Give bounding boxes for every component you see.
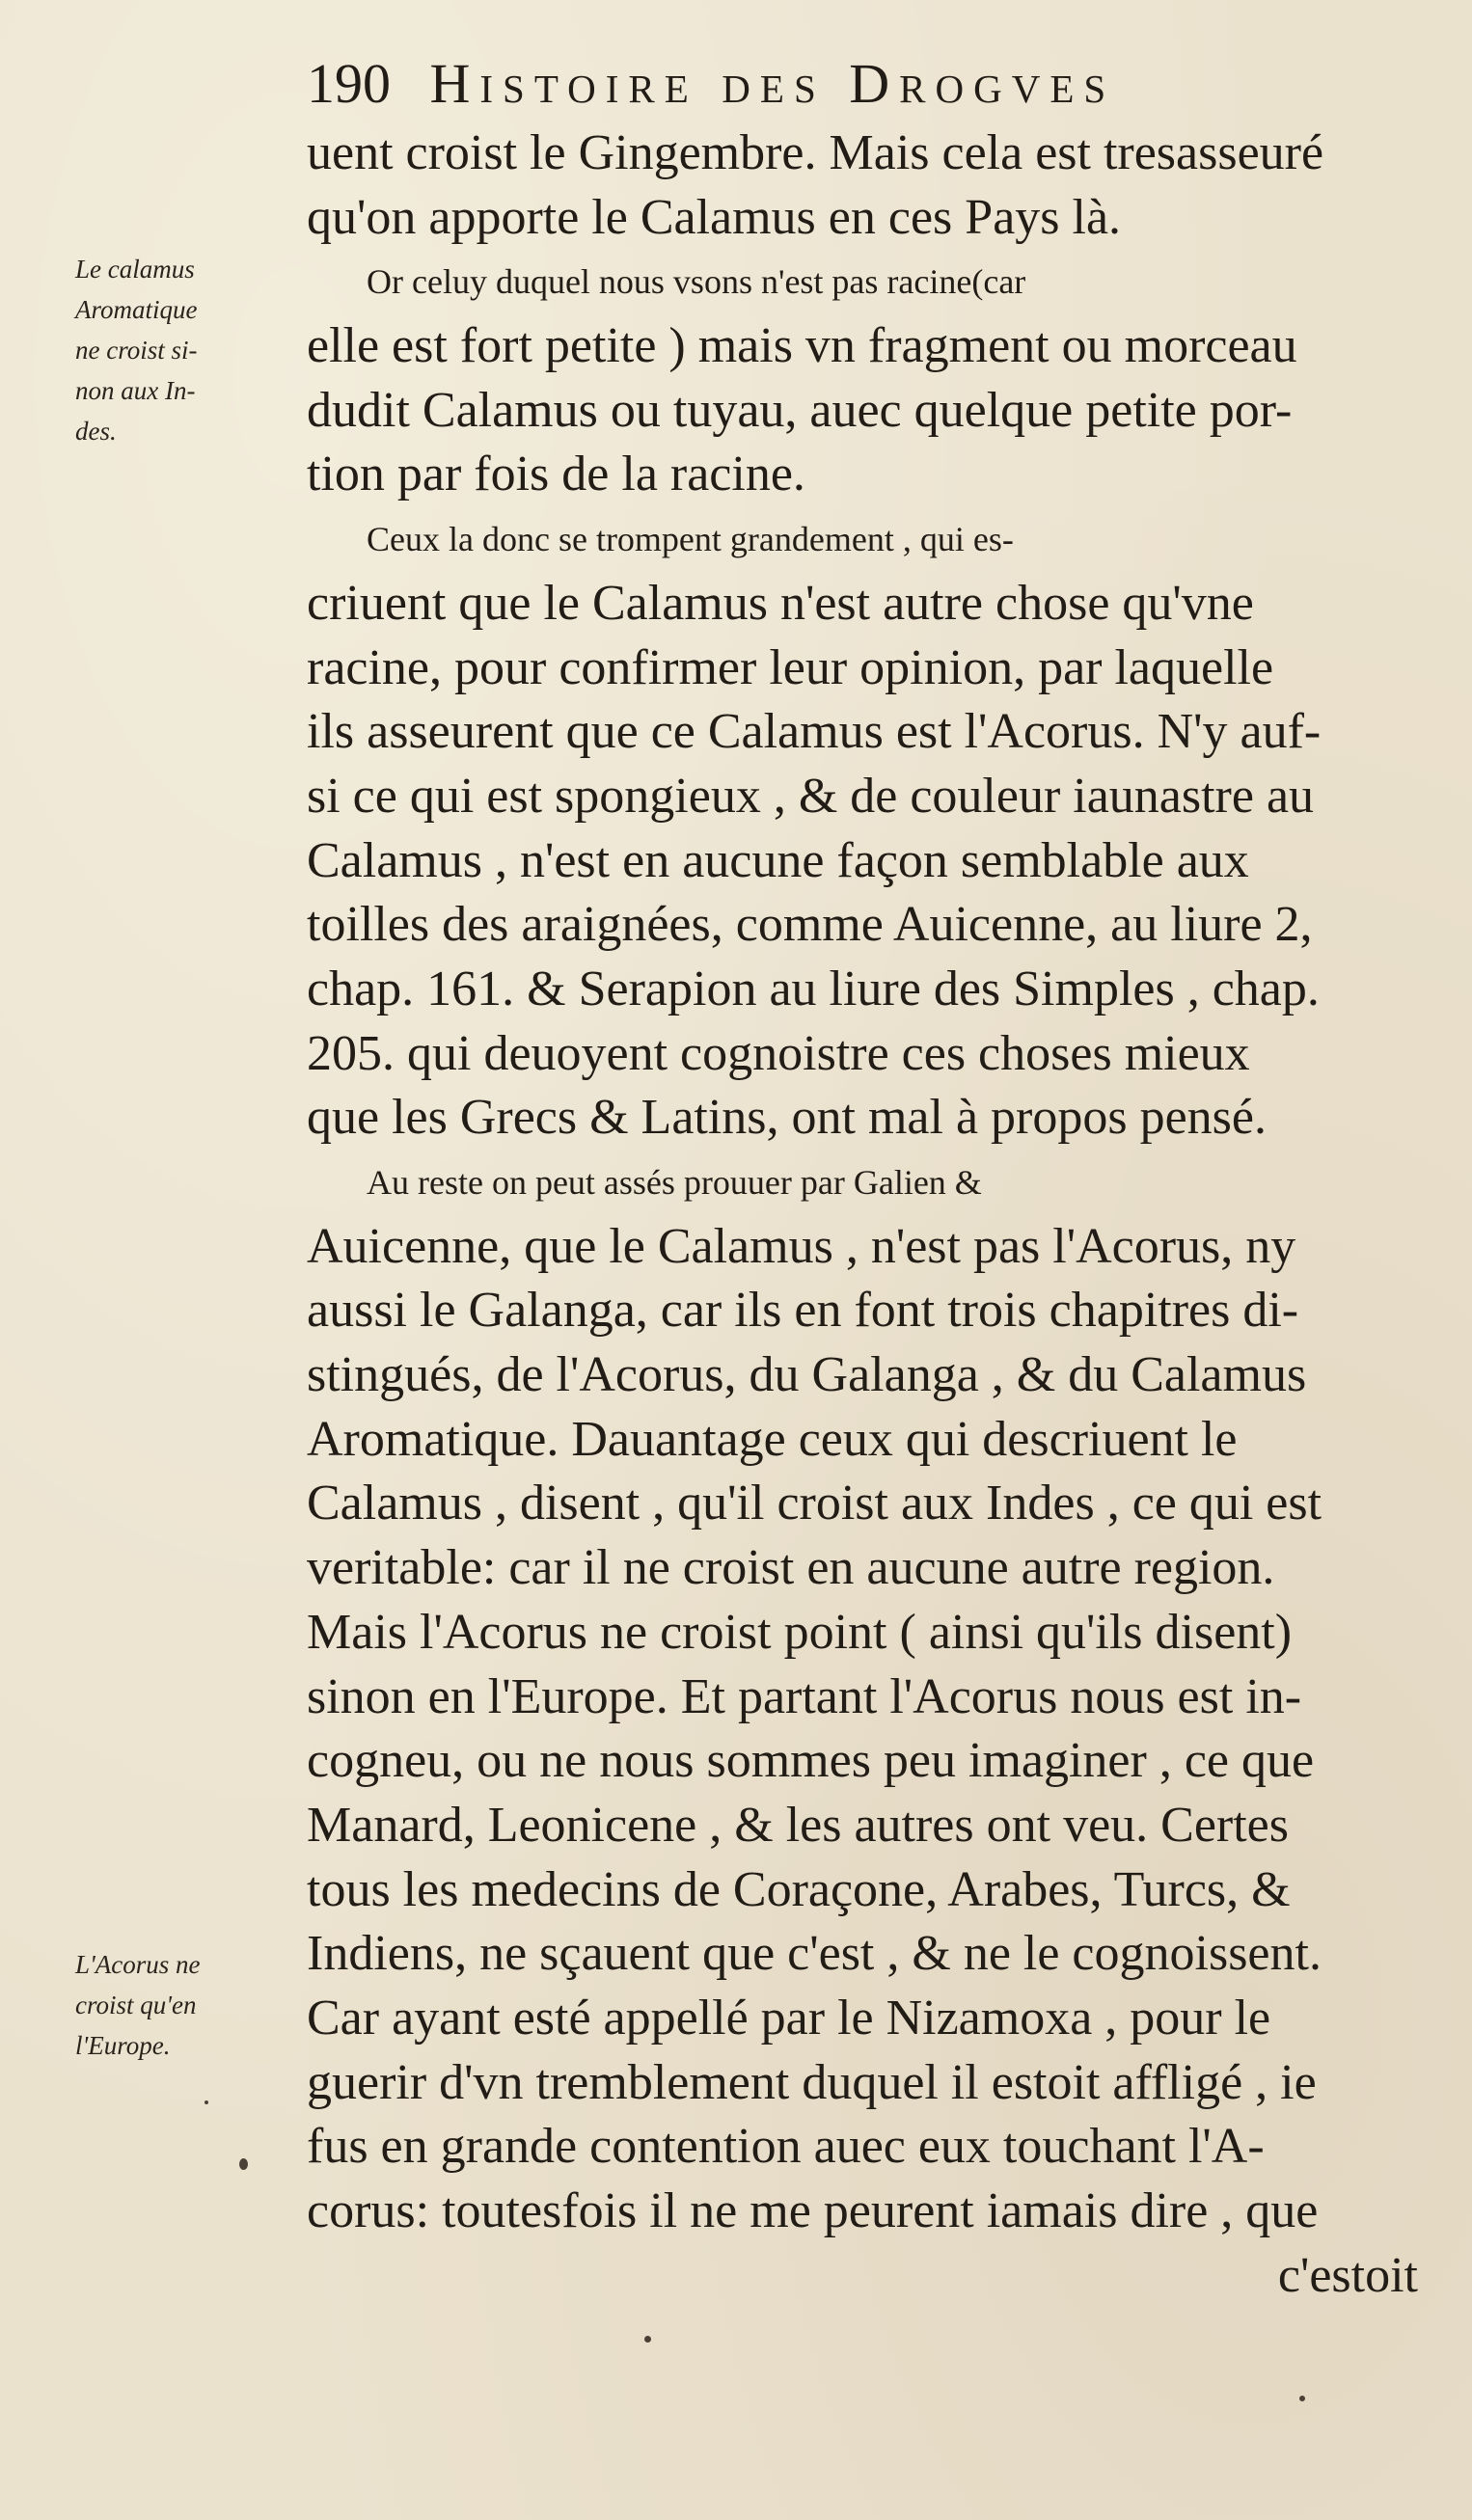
catchword: c'estoit [1277,2247,1418,2303]
text-line: racine, pour confirmer leur opinion, par laquelle [307,639,1274,695]
text-line: Ceux la donc se trompent grandement , qui es- [367,520,1014,559]
text-line: stingués, de l'Acorus, du Galanga , & du Calamus [307,1347,1307,1403]
margin-note-line: L'Acorus ne [75,1950,201,1979]
text-line: Calamus , disent , qu'il croist aux Indes , ce qui est [307,1476,1322,1531]
text-line: fus en grande contention auec eux touchant l'A- [307,2119,1265,2175]
text-line: Or celuy duquel nous vsons n'est pas racine(car [367,262,1026,302]
text-line: Indiens, ne sçauent que c'est , & ne le cognoissent. [307,1926,1322,1982]
margin-note-line: l'Europe. [75,2031,171,2060]
margin-note-line: non aux In- [75,376,196,405]
margin-note-calamus [75,249,297,451]
text-line: Calamus , n'est en aucune façon semblable aux [307,832,1249,888]
margin-note-line: Aromatique [75,295,198,324]
running-title: Histoire des Drogves [429,52,1116,115]
text-line: dudit Calamus ou tuyau, auec quelque petite por- [307,382,1293,438]
text-line: qu'on apporte le Calamus en ces Pays là. [307,189,1122,245]
text-line: cogneu, ou ne nous sommes peu imaginer , ce que [307,1733,1315,1789]
text-line: Car ayant esté appellé par le Nizamoxa , pour le [307,1990,1271,2046]
text-line: veritable: car il ne croist en aucune autre region. [307,1540,1275,1596]
margin-note-line: ne croist si- [75,336,198,365]
text-line: ils asseurent que ce Calamus est l'Acorus. N'y auf- [307,704,1322,760]
text-line: 205. qui deuoyent cognoistre ces choses mieux [307,1025,1250,1081]
text-line: criuent que le Calamus n'est autre chose qu'vne [307,575,1254,631]
text-line: corus: toutesfois il ne me peurent iamais dire , que [307,2183,1319,2238]
text-line: guerir d'vn tremblement duquel il estoit affligé , ie [307,2054,1317,2110]
text-line: aussi le Galanga, car ils en font trois chapitres di- [307,1283,1299,1339]
margin-note-acorus [75,1944,297,2066]
ink-speck [239,2158,248,2170]
ink-speck [1299,2396,1305,2401]
margin-note-line: croist qu'en [75,1991,197,2019]
text-line: sinon en l'Europe. Et partant l'Acorus nous est in- [307,1668,1302,1724]
ink-speck [204,2100,208,2104]
text-line: tous les medecins de Coraçone, Arabes, Turcs, & [307,1861,1291,1917]
text-line: chap. 161. & Serapion au liure des Simples , chap. [307,961,1320,1016]
text-line: Auicenne, que le Calamus , n'est pas l'Acorus, ny [307,1218,1296,1274]
text-line: si ce qui est spongieux , & de couleur iaunastre au [307,768,1315,824]
margin-note-line: Le calamus [75,255,195,284]
page-number: 190 [307,52,391,115]
text-line: Au reste on peut assés prouuer par Galien & [367,1163,982,1202]
text-line: Manard, Leonicene , & les autres ont veu. Certes [307,1797,1289,1853]
text-line: elle est fort petite ) mais vn fragment ou morceau [307,318,1297,374]
margin-note-line: des. [75,417,117,446]
text-line: Mais l'Acorus ne croist point ( ainsi qu'ils disent) [307,1604,1293,1660]
text-line: que les Grecs & Latins, ont mal à propos pensé. [307,1090,1267,1146]
text-line: tion par fois de la racine. [307,447,805,502]
text-line: uent croist le Gingembre. Mais cela est tresasseuré [307,125,1324,180]
text-line: toilles des araignées, comme Auicenne, au liure 2, [307,897,1313,953]
body-text [307,122,1426,2308]
page-header [307,50,1115,118]
text-line: Aromatique. Dauantage ceux qui descriuent le [307,1411,1238,1467]
ink-speck [644,2336,651,2343]
